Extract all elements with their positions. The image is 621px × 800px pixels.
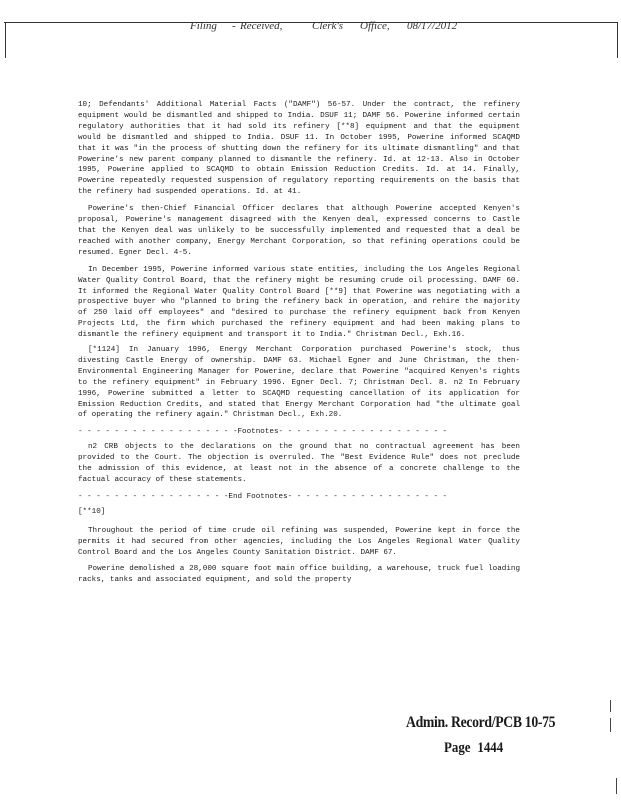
filing-date: 08/17/2012 xyxy=(407,20,458,32)
received-label: Received, xyxy=(240,20,283,32)
top-border-line xyxy=(4,22,617,23)
paragraph-5: Throughout the period of time crude oil refining was suspended, Powerine kept in force the permits it had secured from other agencies, including the Los Angeles Regional Water Quality Control Board and the Los Angeles County Sanitation District. DAMF 67. xyxy=(78,526,520,557)
paragraph-2: Powerine's then-Chief Financial Officer declares that although Powerine accepted Kenyen's proposal, Powerine's management disagreed with the Kenyen deal, expressed concerns to Castle that the Kenyen deal was unlikely to be successfully implemented and requested that a deal be reached with another company, Energy Merchant Corporation, so that refining operations could be resumed. Egner Decl. 4-5. xyxy=(78,205,520,257)
footnote-n2: n2 CRB objects to the declarations on the ground that no contractual agreement has been provided to the Court. The objection is overruled. The "Best Evidence Rule" does not preclude the admission of this evidence, at least not in the absence of a concrete challenge to the factual accuracy of these statements. xyxy=(78,443,520,484)
filing-label: Filing xyxy=(190,20,217,32)
scan-mark-upper xyxy=(610,700,611,712)
paragraph-3: In December 1995, Powerine informed various state entities, including the Los Angeles Regional Water Quality Control Board, that the refinery might be resuming crude oil processing. DAMF 60. It informed the Regional Water Quality Control Board [**9] that Powerine was negotiating with a prospective buyer who "planned to bring the refinery back in operation, and rehire the majority of 250 laid off employees" and "desired to purchase the refinery equipment back from Kenyen Projects Ltd, the firm which purchased the refinery equipment and had been making plans to dismantle the refinery equipment and transport it to India." Christman Decl., Exh.16. xyxy=(78,265,520,340)
page-stamp xyxy=(444,740,503,757)
scan-mark-bottom xyxy=(616,778,617,794)
page-number: 1444 xyxy=(477,740,504,756)
end-footnotes-divider: - - - - - - - - - - - - - - - - -End Footnotes- - - - - - - - - - - - - - - - - - xyxy=(78,492,448,501)
paragraph-4: [*1124] In January 1996, Energy Merchant Corporation purchased Powerine's stock, thus divesting Castle Energy of ownership. DAMF 63. Michael Egner and June Christman, the then-Environmental Engineering Manager for Powerine, declare that Powerine "acquired Kenyen's rights to the refinery equipment" in February 1996. Egner Decl. 7; Christman Decl. 8. n2 In February 1996, Powerine submitted a letter to SCAQMD requesting cancellation of its application for Emission Reduction Credits, and stated that Energy Merchant Corporation had "the ultimate goal of operating the refinery again." Christman Decl., Exh.20. xyxy=(78,346,520,420)
left-border-line xyxy=(5,22,6,58)
page-marker: [**10] xyxy=(78,507,106,516)
paragraph-1: 10; Defendants' Additional Material Facts ("DAMF") 56-57. Under the contract, the refinery equipment would be dismantled and shipped to India. DSUF 11; DAMF 56. Powerine informed certain regulatory authorities that it had sold its refinery [**8] equipment and that the equipment would be dismantled and shipped to India. DSUF 11. In October 1995, Powerine informed SCAQMD that it was "in the process of shutting down the refinery for its ultimate dismantling" and that Powerine's new parent company planned to dismantle the refinery. Id. at 12-13. Also in October 1995, Powerine applied to SCAQMD to obtain Emission Reduction Credits. Id. at 14. Finally, Powerine repeatedly requested suspension of regulatory reporting requirements on the basis that the refinery had suspended operations. Id. at 41. xyxy=(78,101,520,197)
footnotes-divider: - - - - - - - - - - - - - - - - - -Footnotes- - - - - - - - - - - - - - - - - - - xyxy=(78,428,448,437)
scan-mark-lower xyxy=(610,718,611,732)
filing-dash: - xyxy=(232,20,236,32)
clerks-label: Clerk's xyxy=(312,20,344,32)
page-word: Page xyxy=(444,740,471,756)
document-body xyxy=(78,100,520,592)
admin-record-stamp: Admin. Record/PCB 10-75 xyxy=(406,714,556,731)
paragraph-6: Powerine demolished a 28,000 square foot main office building, a warehouse, truck fuel loading racks, tanks and associated equipment, and sold the property xyxy=(78,565,520,585)
right-border-line xyxy=(617,22,618,58)
office-label: Office, xyxy=(360,20,390,32)
